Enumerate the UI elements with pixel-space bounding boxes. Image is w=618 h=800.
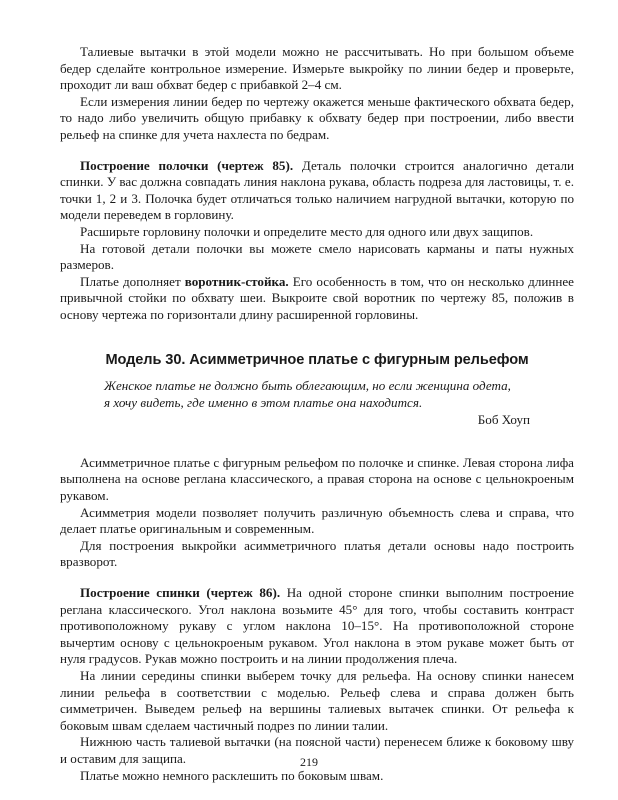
paragraph-front-neckline: Расширьте горловину полочки и определите место для одного или двух защипов. xyxy=(80,223,534,239)
page-body xyxy=(60,44,574,784)
epigraph-line-1: Женское платье не должно быть облегающим, но если женщина одета, xyxy=(104,378,511,394)
paragraph-asymmetry: Асимметрия модели позволяет получить различную объемность слева и справа, что делает платье оригинальным и современным. xyxy=(60,504,574,537)
page-number: 219 xyxy=(300,755,318,769)
epigraph-author: Боб Хоуп xyxy=(477,412,530,428)
paragraph-back-flare: Платье можно немного расклешить по боковым швам. xyxy=(80,767,384,783)
collar-text-end: Его особенность в том, что он несколько длиннее привычной стойки по обхвату шеи. Выкроите свой воротник по чертежу 85, положив в основу чертежа по горизонтали длину расширенной горловины. xyxy=(60,273,574,322)
front-construction-text: Деталь полочки строится аналогично детали спинки. У вас должна совпадать линия наклона рукава, область подреза для ластовицы, т. е. точки 1, 2 и 3. Полочка будет отличаться только наличием нагрудной вытачки, которую по модели переведем в горловину. xyxy=(60,157,574,223)
collar-text-start: Платье дополняет xyxy=(80,273,185,289)
paragraph-waist-darts: Талиевые вытачки в этой модели можно не рассчитывать. Но при большом объеме бедер сделайте контрольное измерение. Измерьте выкройку по линии бедер и проверьте, проходит ли ваш обхват бедер с прибавкой 2–4 см. xyxy=(60,44,574,93)
paragraph-back-construction xyxy=(60,585,574,668)
front-construction-lead: Построение полочки (чертеж 85). xyxy=(80,157,294,173)
paragraph-hip-measurement: Если измерения линии бедер по чертежу окажется меньше фактического обхвата бедер, то надо либо увеличить общую прибавку к обхвату бедер при построении, либо ввести рельеф на спинке для учета нахлеста по бедрам. xyxy=(60,93,574,142)
paragraph-front-construction xyxy=(60,158,574,224)
back-construction-text: На одной стороне спинки выполним построение реглана классического. Угол наклона возьмите 45° для того, чтобы составить контраст противоположному рукаву с углом наклона 10–15°. На противоположной стороне вычертим основу с цельнокроеным рукавом. Угол наклона в этом рукаве может быть от нуля градусов. Рукав можно построить и на линии продолжения плеча. xyxy=(60,585,574,667)
paragraph-pattern-base: Для построения выкройки асимметричного платья детали основы надо построить вразворот. xyxy=(60,537,574,570)
paragraph-model-description: Асимметричное платье с фигурным рельефом по полочке и спинке. Левая сторона лифа выполнена на основе реглана классического, а правая сторона на основе с цельнокроеным рукавом. xyxy=(60,454,574,504)
back-construction-lead: Построение спинки (чертеж 86). xyxy=(80,585,281,601)
collar-lead: воротник-стойка. xyxy=(184,273,289,289)
paragraph-back-relief: На линии середины спинки выберем точку для рельефа. На основу спинки нанесем линии рельефа в соответствии с моделью. Рельеф слева и справа должен быть симметричен. Выведем рельеф на вершины талиевых вытачек спинки. От рельефа к боковым швам сделаем частичный подрез по линии талии. xyxy=(60,668,574,733)
epigraph xyxy=(104,378,524,411)
paragraph-front-pockets: На готовой детали полочки вы можете смело нарисовать карманы и паты нужных размеров. xyxy=(60,240,574,273)
paragraph-back-dart: Нижнюю часть талиевой вытачки (на поясной части) перенесем ближе к боковому шву и оставим для защипа. xyxy=(60,734,574,766)
section-heading: Модель 30. Асимметричное платье с фигурным рельефом xyxy=(105,351,529,368)
paragraph-collar xyxy=(60,274,574,324)
epigraph-line-2: я хочу видеть, где именно в этом платье она находится. xyxy=(104,394,423,410)
